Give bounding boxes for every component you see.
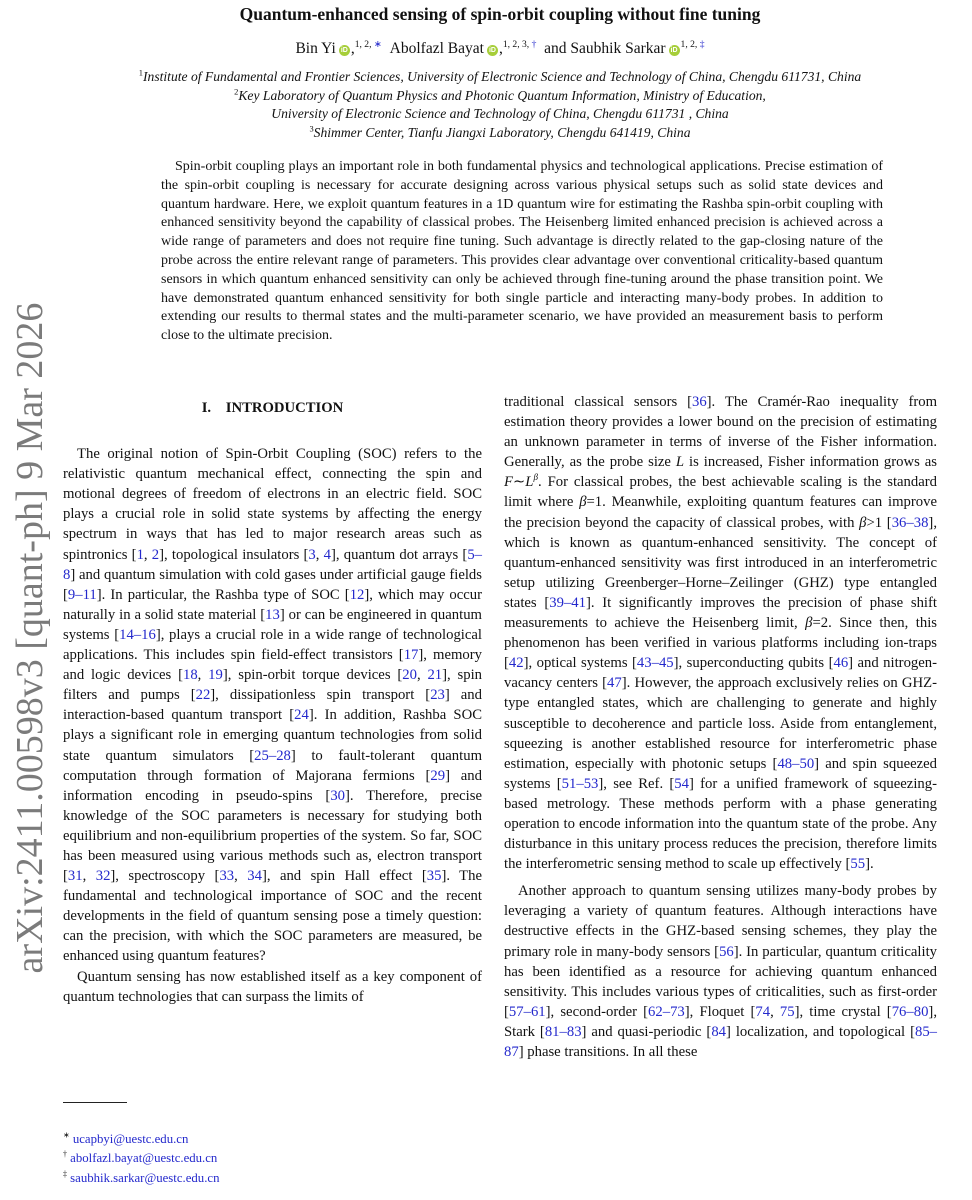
text-span: Key Laboratory of Quantum Physics and Photonic Quantum Information, Ministry of Education,	[238, 87, 766, 103]
body-paragraph-many-body	[504, 881, 937, 1062]
text-span: ], time crystal [	[794, 1003, 892, 1020]
citation-ref[interactable]: 4	[323, 546, 331, 563]
citation-ref[interactable]: 39–41	[549, 594, 586, 611]
footnote-marker-link[interactable]: ∗	[373, 38, 382, 50]
text-span: ] phase transitions. In all these	[518, 1044, 698, 1060]
email-link[interactable]: saubhik.sarkar@uestc.edu.cn	[70, 1170, 220, 1185]
text-span: >1 [	[866, 514, 892, 531]
right-column	[504, 392, 937, 1062]
email-link[interactable]: ucapbyi@uestc.edu.cn	[72, 1132, 189, 1146]
email-link[interactable]: abolfazl.bayat@uestc.edu.cn	[70, 1151, 218, 1166]
citation-ref[interactable]: 21	[427, 667, 443, 684]
footnote-line	[63, 1130, 482, 1149]
text-span: ] and quasi-periodic [	[581, 1023, 712, 1040]
text-span: ] and information encoding in pseudo-spins [	[63, 767, 482, 804]
citation-ref[interactable]: 13	[265, 606, 280, 623]
affiliation-line	[63, 68, 937, 87]
text-span: β	[805, 615, 813, 632]
citation-ref[interactable]: 34	[247, 868, 262, 885]
citation-ref[interactable]: 22	[195, 687, 211, 704]
text-span: ], spectroscopy [	[110, 868, 220, 885]
text-span: ], see Ref. [	[598, 775, 675, 792]
text-span: ], optical systems [	[523, 655, 637, 672]
text-span: ] localization, and topological [	[726, 1023, 915, 1040]
citation-ref[interactable]: 31	[67, 868, 83, 885]
section-heading-introduction: I. INTRODUCTION	[201, 400, 344, 416]
text-span: ]. However, the approach exclusively relies on GHZ-type entangled states, which are challenging to generate and highly susceptible to decoherence and particle loss. Aside from entanglement, squeezing is another established resource for interferometric phase estimation, especially with photonic setups [	[504, 675, 938, 772]
citation-ref[interactable]: 33	[219, 868, 235, 885]
citation-ref[interactable]: 55	[850, 856, 866, 873]
text-span: F	[504, 474, 513, 491]
text-span: ], Floquet [	[684, 1003, 756, 1020]
citation-ref[interactable]: 81–83	[544, 1023, 582, 1040]
citation-ref[interactable]: 12	[349, 586, 365, 603]
text-span: Quantum sensing has now established itself as a key component of quantum technologies that can surpass the limits of	[63, 968, 482, 1005]
text-span: 2	[234, 86, 239, 97]
text-span: ], second-order [	[545, 1003, 649, 1020]
abstract	[161, 158, 883, 346]
citation-ref[interactable]: 2	[151, 546, 160, 563]
footnote-marker-link[interactable]: †	[531, 38, 537, 50]
intro-paragraph-2	[63, 967, 482, 1007]
text-span: ‡	[63, 1169, 67, 1179]
text-span: ∼	[512, 474, 526, 491]
text-span: 1, 2, 3,	[502, 38, 532, 50]
text-span: Bin Yi	[295, 40, 336, 57]
text-span: ], dissipationless spin transport [	[210, 687, 431, 704]
citation-ref[interactable]: 54	[674, 775, 689, 792]
text-span: ,	[416, 667, 428, 684]
text-span: and Saubhik Sarkar	[536, 40, 666, 57]
citation-ref[interactable]: 19	[208, 667, 223, 684]
text-span: ], and spin Hall effect [	[261, 868, 427, 885]
footnote-separator	[63, 1102, 127, 1103]
citation-ref[interactable]: 20	[402, 667, 417, 684]
text-span: ] or can be engineered in quantum systems [	[63, 606, 482, 643]
citation-ref[interactable]: 23	[430, 687, 445, 704]
text-span: ]. In addition, Rashba SOC plays a significant role in emerging quantum technologies from solid state quantum simulators [	[63, 707, 482, 764]
text-span: ]. The Cramér-Rao inequality from estimation theory provides a lower bound on the precision of estimating an unknown parameter in terms of inverse of the Fisher information. Generally, as the probe size	[504, 394, 937, 471]
text-span: ] and nitrogen-vacancy centers [	[504, 655, 938, 692]
text-span: ,	[143, 546, 152, 563]
author-line	[63, 40, 937, 58]
affiliation-line	[63, 105, 937, 124]
text-span: ] and quantum simulation with cold gases under artificial gauge fields [	[63, 566, 482, 603]
citation-ref[interactable]: 36	[691, 394, 707, 410]
citation-ref[interactable]: 46	[833, 655, 849, 672]
text-span: ]. The fundamental and technological importance of SOC and the recent developments in the field of quantum sensing pose a timely question: can the precision, with which the SOC parameters are measured, be enhanced using quantum features?	[63, 868, 483, 965]
orcid-icon[interactable]: iD	[670, 47, 678, 54]
text-span: ], plays a crucial role in a wide range of technological applications. This includes spin field-effect transistors [	[63, 626, 482, 664]
citation-ref[interactable]: 1	[136, 546, 144, 563]
text-span: 1, 2,	[680, 38, 700, 50]
text-span: The original notion of Spin-Orbit Coupling (SOC) refers to the relativistic quantum mechanical effect, connecting the spin and motional degrees of freedom of electrons in an electric field. SOC plays a crucial role in solid state systems by affecting the energy spectrum in ways that has led to major research areas such as spintronics [	[63, 446, 482, 563]
text-span: ]. In particular, the Rashba type of SOC [	[96, 586, 350, 603]
text-span: ] to fault-tolerant quantum computation through formation of Majorana fermions [	[63, 747, 482, 784]
citation-ref[interactable]: 56	[719, 943, 734, 960]
citation-ref[interactable]: 30	[330, 787, 345, 804]
text-span: 1, 2,	[354, 38, 374, 50]
footnote-block	[63, 1130, 482, 1188]
text-span: ,	[315, 546, 324, 563]
text-span: ], quantum dot arrays [	[331, 546, 468, 563]
citation-ref[interactable]: 76–80	[891, 1003, 929, 1020]
intro-paragraph-1	[63, 444, 482, 966]
text-span: ]. It significantly improves the precision of phase shift measurements to achieve the Heisenberg limit,	[504, 594, 937, 632]
text-span: ]. Therefore, precise knowledge of the SOC parameters is necessary for studying both equilibrium and non-equilibrium properties of the system. So far, SOC has been measured using various methods such as, electron transport [	[63, 787, 482, 885]
left-column	[63, 392, 482, 1007]
affiliation-line	[63, 124, 937, 143]
citation-ref[interactable]: 51–53	[561, 775, 599, 792]
text-span: University of Electronic Science and Technology of China, Chengdu 611731 , China	[271, 106, 729, 122]
text-span: ,	[82, 868, 96, 885]
citation-ref[interactable]: 32	[95, 868, 111, 885]
text-span: L	[525, 474, 534, 491]
citation-ref[interactable]: 3	[308, 546, 316, 563]
text-span: 1	[138, 67, 143, 78]
citation-ref[interactable]: 42	[508, 655, 524, 672]
citation-ref[interactable]: 75	[779, 1003, 795, 1020]
paper-title: Quantum-enhanced sensing of spin-orbit coupling without fine tuning	[239, 4, 761, 24]
citation-ref[interactable]: 29	[430, 767, 446, 784]
text-span: ,	[234, 868, 248, 885]
citation-ref[interactable]: 18	[182, 667, 198, 684]
citation-ref[interactable]: 47	[607, 675, 622, 692]
citation-ref[interactable]: 43–45	[636, 655, 674, 672]
text-span: ,	[770, 1003, 780, 1020]
text-span: ,	[197, 667, 209, 684]
citation-ref[interactable]: 62–73	[648, 1003, 685, 1020]
text-span: ], which may occur naturally in a solid state material [	[63, 586, 482, 623]
citation-ref[interactable]: 85–87	[504, 1023, 937, 1060]
text-span: . For classical probes, the best achievable scaling is the standard limit where	[504, 474, 937, 511]
citation-ref[interactable]: 24	[294, 707, 309, 724]
footnote-line	[63, 1169, 482, 1188]
citation-ref[interactable]: 14–16	[119, 626, 156, 643]
text-span: β	[579, 494, 587, 511]
text-span: ∗	[63, 1130, 70, 1140]
citation-ref[interactable]: 9–11	[67, 586, 97, 603]
text-span: β	[859, 514, 867, 531]
citation-ref[interactable]: 5–8	[63, 546, 483, 583]
citation-ref[interactable]: 17	[403, 647, 419, 664]
text-span: ]. In particular, quantum criticality has been identified as a resource for achieving quantum enhanced sensitivity. This includes various types of criticalities, such as first-order [	[504, 943, 937, 1020]
citation-ref[interactable]: 35	[426, 868, 442, 885]
text-span: ], spin filters and pumps [	[63, 667, 483, 704]
citation-ref[interactable]: 36–38	[891, 514, 929, 531]
body-paragraph-continuation	[504, 392, 937, 874]
orcid-icon[interactable]: iD	[488, 47, 496, 54]
text-span: ], Stark [	[504, 1003, 937, 1040]
text-span: =1. Meanwhile, exploiting quantum features can improve the precision beyond the capacity of classical probes, with	[504, 494, 937, 531]
text-span: ], which is known as quantum-enhanced sensitivity. The concept of quantum-enhanced sensitivity was first introduced in an interferometric setup utilizing Greenberger–Horne–Zeilinger (GHZ) type entangled states [	[504, 514, 937, 611]
affiliation-block	[63, 68, 937, 142]
citation-ref[interactable]: 57–61	[508, 1003, 546, 1020]
text-span: ], spin-orbit torque devices [	[222, 667, 403, 684]
footnote-line	[63, 1149, 482, 1168]
text-span: L	[675, 454, 685, 471]
text-span: Shimmer Center, Tianfu Jiangxi Laboratory, Chengdu 641419, China	[313, 124, 691, 140]
text-span: ], topological insulators [	[159, 546, 309, 563]
text-span: ] for a unified framework of squeezing-based metrology. These methods perform with a phase generating operation to encode information into the quantum state of the probe. Any disturbance in this unitary process reduces the precision, therefore limits the interferometric sensing method to scale up effectively [	[504, 775, 937, 873]
text-span: traditional classical sensors [	[504, 394, 692, 410]
text-span: β	[533, 472, 539, 483]
text-span: ].	[865, 856, 874, 873]
citation-ref[interactable]: 25–28	[254, 747, 291, 764]
citation-ref[interactable]: 74	[755, 1003, 771, 1020]
text-span: ,	[350, 40, 355, 57]
text-span: 3	[309, 123, 314, 134]
citation-ref[interactable]: 48–50	[777, 755, 815, 772]
arxiv-watermark: arXiv:2411.00598v3 [quant-ph] 9 Mar 2026	[9, 302, 51, 974]
text-span: ] and spin squeezed systems [	[504, 755, 938, 792]
text-span: ], superconducting qubits [	[673, 655, 834, 672]
footnote-marker-link[interactable]: ‡	[699, 38, 705, 50]
text-span: ], memory and logic devices [	[63, 647, 482, 684]
text-span: Spin-orbit coupling plays an important role in both fundamental physics and technological applications. Precise estimation of the spin-orbit coupling is necessary for accurate designing across various physical setups such as solid state devices and quantum hardware. Here, we exploit quantum features in a 1D quantum wire for estimating the Rashba spin-orbit coupling with enhanced sensitivity beyond the capability of classical probes. The Heisenberg limited enhanced precision is achieved across a wide range of parameters and does not require fine tuning. Such advantage is directly related to the gap-closing nature of the probe across the entire relevant range of parameters. This provides clear advantage over conventional criticality-based quantum sensors in which quantum enhanced sensitivity can only be achieved through fine-tuning around the phase transition point. We have demonstrated quantum enhanced sensitivity for both single particle and interacting many-body probes. In addition to extending our results to thermal states and the multi-parameter scenario, we have provided an measurement basis to perform close to the ultimate precision.	[161, 159, 883, 344]
orcid-icon[interactable]: iD	[340, 47, 348, 54]
text-span: Another approach to quantum sensing utilizes many-body probes by leveraging a variety of quantum features. Although interactions have destructive effects in the GHZ-based sensing schemes, they play the primary role in many-body sensors [	[504, 883, 937, 960]
text-span: ] and interaction-based quantum transport [	[63, 687, 482, 724]
text-span: ,	[498, 40, 503, 57]
affiliation-line	[63, 87, 937, 106]
text-span: Abolfazl Bayat	[381, 40, 484, 57]
text-span: is increased, Fisher information grows as	[684, 454, 937, 471]
text-span: =2. Since then, this phenomenon has been verified in various platforms including ion-traps [	[504, 615, 937, 672]
citation-ref[interactable]: 84	[711, 1023, 727, 1040]
text-span: †	[63, 1150, 67, 1160]
text-span: Institute of Fundamental and Frontier Sciences, University of Electronic Science and Technology of China, Chengdu 611731, China	[143, 69, 862, 84]
